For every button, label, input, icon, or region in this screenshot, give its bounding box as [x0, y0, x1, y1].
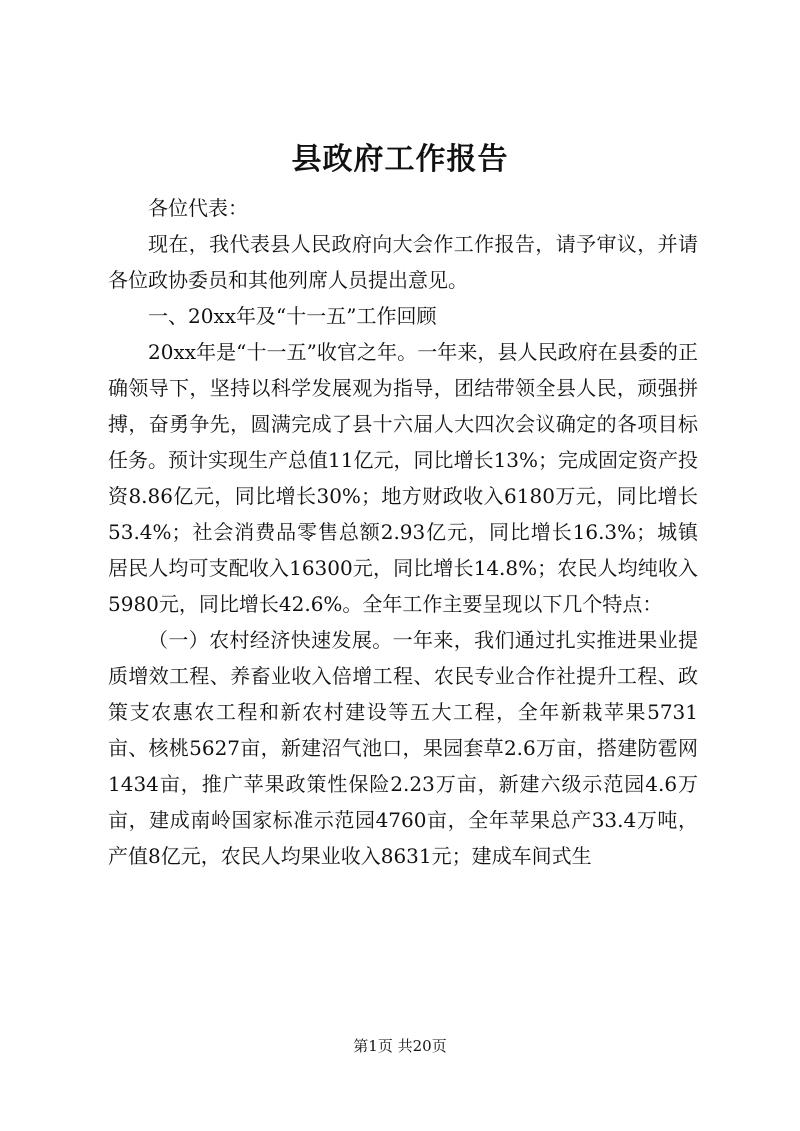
- review-paragraph: 20xx年是“十一五”收官之年。一年来，县人民政府在县委的正确领导下，坚持以科学发展观为指导，团结带领全县人民，顽强拼搏，奋勇争先，圆满完成了县十六届人大四次会议确定的各项目标任务。预计实现生产总值11亿元，同比增长13%；完成固定资产投资8.86亿元，同比增长30%；地方财政收入6180万元，同比增长53.4%；社会消费品零售总额2.93亿元，同比增长16.3%；城镇居民人均可支配收入16300元，同比增长14.8%；农民人均纯收入5980元，同比增长42.6%。全年工作主要呈现以下几个特点：: [108, 340, 698, 616]
- rural-economy-paragraph: （一）农村经济快速发展。一年来，我们通过扎实推进果业提质增效工程、养畜业收入倍增工程、农民专业合作社提升工程、政策支农惠农工程和新农村建设等五大工程，全年新栽苹果5731亩、核桃5627亩，新建沼气池口，果园套草2.6万亩，搭建防雹网1434亩，推广苹果政策性保险2.23万亩，新建六级示范园4.6万亩，建成南岭国家标准示范园4760亩，全年苹果总产33.4万吨，产值8亿元，农民人均果业收入8631元；建成车间式生: [108, 628, 698, 868]
- intro-paragraph: 现在，我代表县人民政府向大会作工作报告，请予审议，并请各位政协委员和其他列席人员提出意见。: [108, 232, 698, 292]
- document-body: [108, 190, 698, 874]
- page-title: 县政府工作报告: [291, 142, 509, 177]
- page-footer: 第1页 共20页: [353, 1037, 447, 1055]
- section-heading: 一、20xx年及“十一五”工作回顾: [148, 304, 437, 328]
- salutation-paragraph: 各位代表：: [148, 196, 248, 220]
